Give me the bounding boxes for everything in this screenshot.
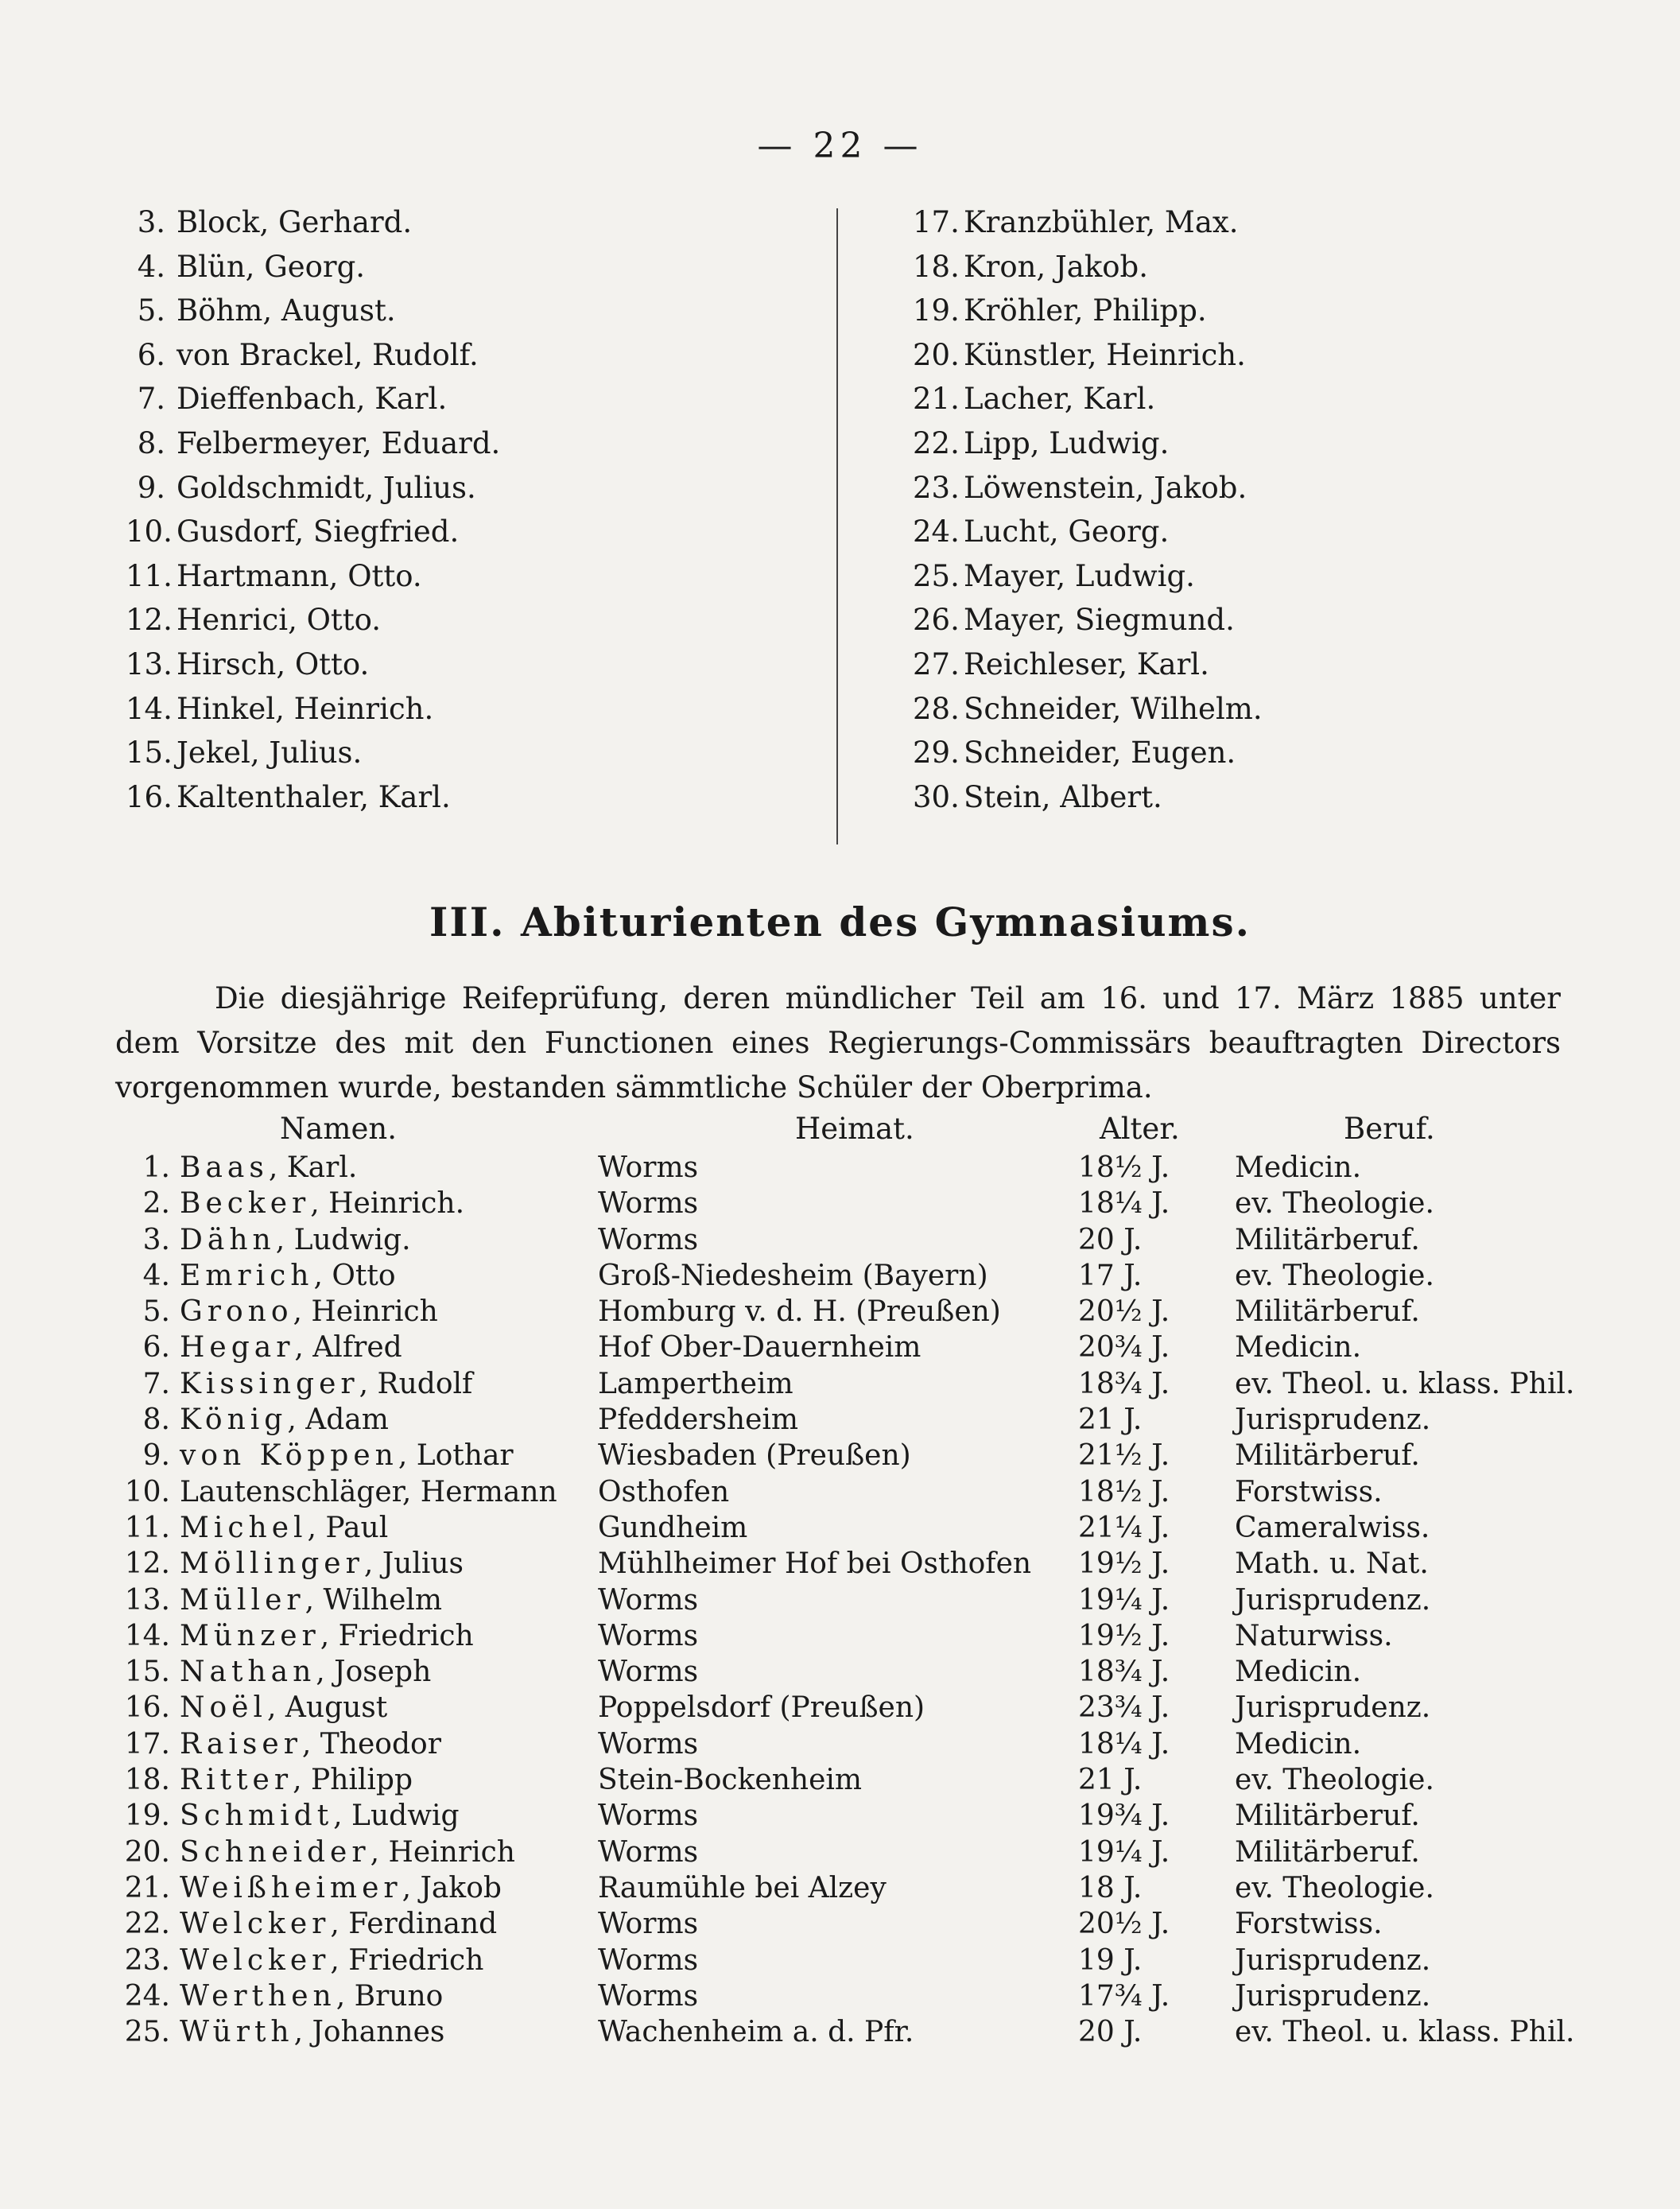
table-row: 18. Ritter, Philipp Stein-Bockenheim 21 J. ev. Theologie. (124, 1764, 1434, 1797)
table-row: 2. Becker, Heinrich. Worms 18¼ J. ev. Theologie. (142, 1187, 1434, 1221)
table-row: 16. Noël, August Poppelsdorf (Preußen) 23¾ J. Jurisprudenz. (124, 1691, 1431, 1725)
table-row: 7. Kissinger, Rudolf Lampertheim 18¾ J. ev. Theol. u. klass. Phil. (142, 1367, 1575, 1400)
table-row: 3. Dähn, Ludwig. Worms 20 J. Militärberuf. (142, 1223, 1420, 1256)
list-item: 23. Löwenstein, Jakob. (913, 470, 1247, 505)
table-row: 6. Hegar, Alfred Hof Ober-Dauernheim 20¾ J. Medicin. (142, 1331, 1362, 1365)
header-job: Beruf. (1344, 1112, 1435, 1146)
table-row: 24. Werthen, Bruno Worms 17¾ J. Jurisprudenz. (124, 1979, 1431, 2013)
table-row: 8. König, Adam Pfeddersheim 21 J. Jurisprudenz. (142, 1403, 1431, 1437)
table-row: 12. Möllinger, Julius Mühlheimer Hof bei Osthofen 19½ J. Math. u. Nat. (124, 1547, 1429, 1581)
header-age: Alter. (1100, 1112, 1180, 1146)
list-item: 9. Goldschmidt, Julius. (137, 470, 476, 505)
list-item: 29. Schneider, Eugen. (913, 736, 1236, 771)
table-row: 4. Emrich, Otto Groß-Niedesheim (Bayern) 17 J. ev. Theologie. (142, 1259, 1434, 1292)
list-item: 21. Lacher, Karl. (913, 382, 1156, 417)
table-row: 1. Baas, Karl. Worms 18½ J. Medicin. (142, 1151, 1362, 1184)
list-item: 12. Henrici, Otto. (126, 603, 382, 638)
list-item: 28. Schneider, Wilhelm. (913, 691, 1263, 726)
list-item: 15. Jekel, Julius. (126, 736, 363, 771)
list-item: 10. Gusdorf, Siegfried. (126, 514, 460, 549)
list-item: 7. Dieffenbach, Karl. (137, 382, 448, 417)
table-row: 21. Weißheimer, Jakob Raumühle bei Alzey 18 J. ev. Theologie. (124, 1871, 1434, 1904)
list-item: 20. Künstler, Heinrich. (913, 337, 1246, 372)
list-item: 5. Böhm, August. (137, 293, 396, 328)
table-row: 9. von Köppen, Lothar Wiesbaden (Preußen) 21½ J. Militärberuf. (142, 1439, 1420, 1473)
table-row: 17. Raiser, Theodor Worms 18¼ J. Medicin. (124, 1727, 1362, 1761)
list-item: 22. Lipp, Ludwig. (913, 425, 1170, 460)
list-item: 25. Mayer, Ludwig. (913, 558, 1195, 593)
list-item: 4. Blün, Georg. (137, 249, 366, 284)
list-item: 6. von Brackel, Rudolf. (137, 337, 479, 372)
student-list-right (913, 200, 1612, 819)
table-row: 13. Müller, Wilhelm Worms 19¼ J. Jurisprudenz. (124, 1583, 1431, 1617)
table-row: 23. Welcker, Friedrich Worms 19 J. Jurisprudenz. (124, 1943, 1431, 1977)
table-row: 20. Schneider, Heinrich Worms 19¼ J. Militärberuf. (124, 1835, 1420, 1869)
page-number: — 22 — (757, 126, 923, 166)
list-item: 13. Hirsch, Otto. (126, 646, 370, 681)
table-row: 22. Welcker, Ferdinand Worms 20½ J. Forstwiss. (124, 1908, 1383, 1941)
list-item: 8. Felbermeyer, Eduard. (137, 425, 501, 460)
section-title: III. Abiturienten des Gymnasiums. (429, 899, 1251, 945)
list-item: 19. Kröhler, Philipp. (913, 293, 1207, 328)
header-home: Heimat. (795, 1112, 914, 1146)
table-row: 19. Schmidt, Ludwig Worms 19¾ J. Militärberuf. (124, 1799, 1420, 1833)
table-row: 11. Michel, Paul Gundheim 21¼ J. Cameralwiss. (124, 1511, 1430, 1544)
table-row: 10. Lautenschläger, Hermann Osthofen 18½ J. Forstwiss. (124, 1475, 1383, 1508)
list-item: 24. Lucht, Georg. (913, 514, 1170, 549)
list-item: 14. Hinkel, Heinrich. (126, 691, 434, 726)
column-divider (836, 208, 838, 844)
list-item: 30. Stein, Albert. (913, 779, 1162, 814)
header-name: Namen. (280, 1112, 398, 1146)
list-item: 18. Kron, Jakob. (913, 249, 1148, 284)
list-item: 27. Reichleser, Karl. (913, 646, 1209, 681)
graduates-table (0, 1150, 1680, 2050)
list-item: 17. Kranzbühler, Max. (913, 205, 1239, 239)
list-item: 16. Kaltenthaler, Karl. (126, 779, 451, 814)
table-row: 14. Münzer, Friedrich Worms 19½ J. Naturwiss. (124, 1619, 1393, 1652)
table-row: 5. Grono, Heinrich Homburg v. d. H. (Preußen) 20½ J. Militärberuf. (142, 1295, 1420, 1329)
list-item: 3. Block, Gerhard. (137, 205, 413, 239)
student-list-left (126, 200, 825, 819)
table-row: 25. Würth, Johannes Wachenheim a. d. Pfr. 20 J. ev. Theol. u. klass. Phil. (124, 2016, 1575, 2049)
list-item: 26. Mayer, Siegmund. (913, 603, 1235, 638)
intro-paragraph: Die diesjährige Reifeprüfung, deren mündlicher Teil am 16. und 17. März 1885 unter dem Vorsitze des mit den Functionen eines Regierungs-Commissärs beauftragten Directors vorgenommen wurde, bestanden sämmtliche Schüler der Oberprima. (115, 981, 1561, 1104)
list-item: 11. Hartmann, Otto. (126, 558, 422, 593)
table-row: 15. Nathan, Joseph Worms 18¾ J. Medicin. (124, 1656, 1362, 1689)
